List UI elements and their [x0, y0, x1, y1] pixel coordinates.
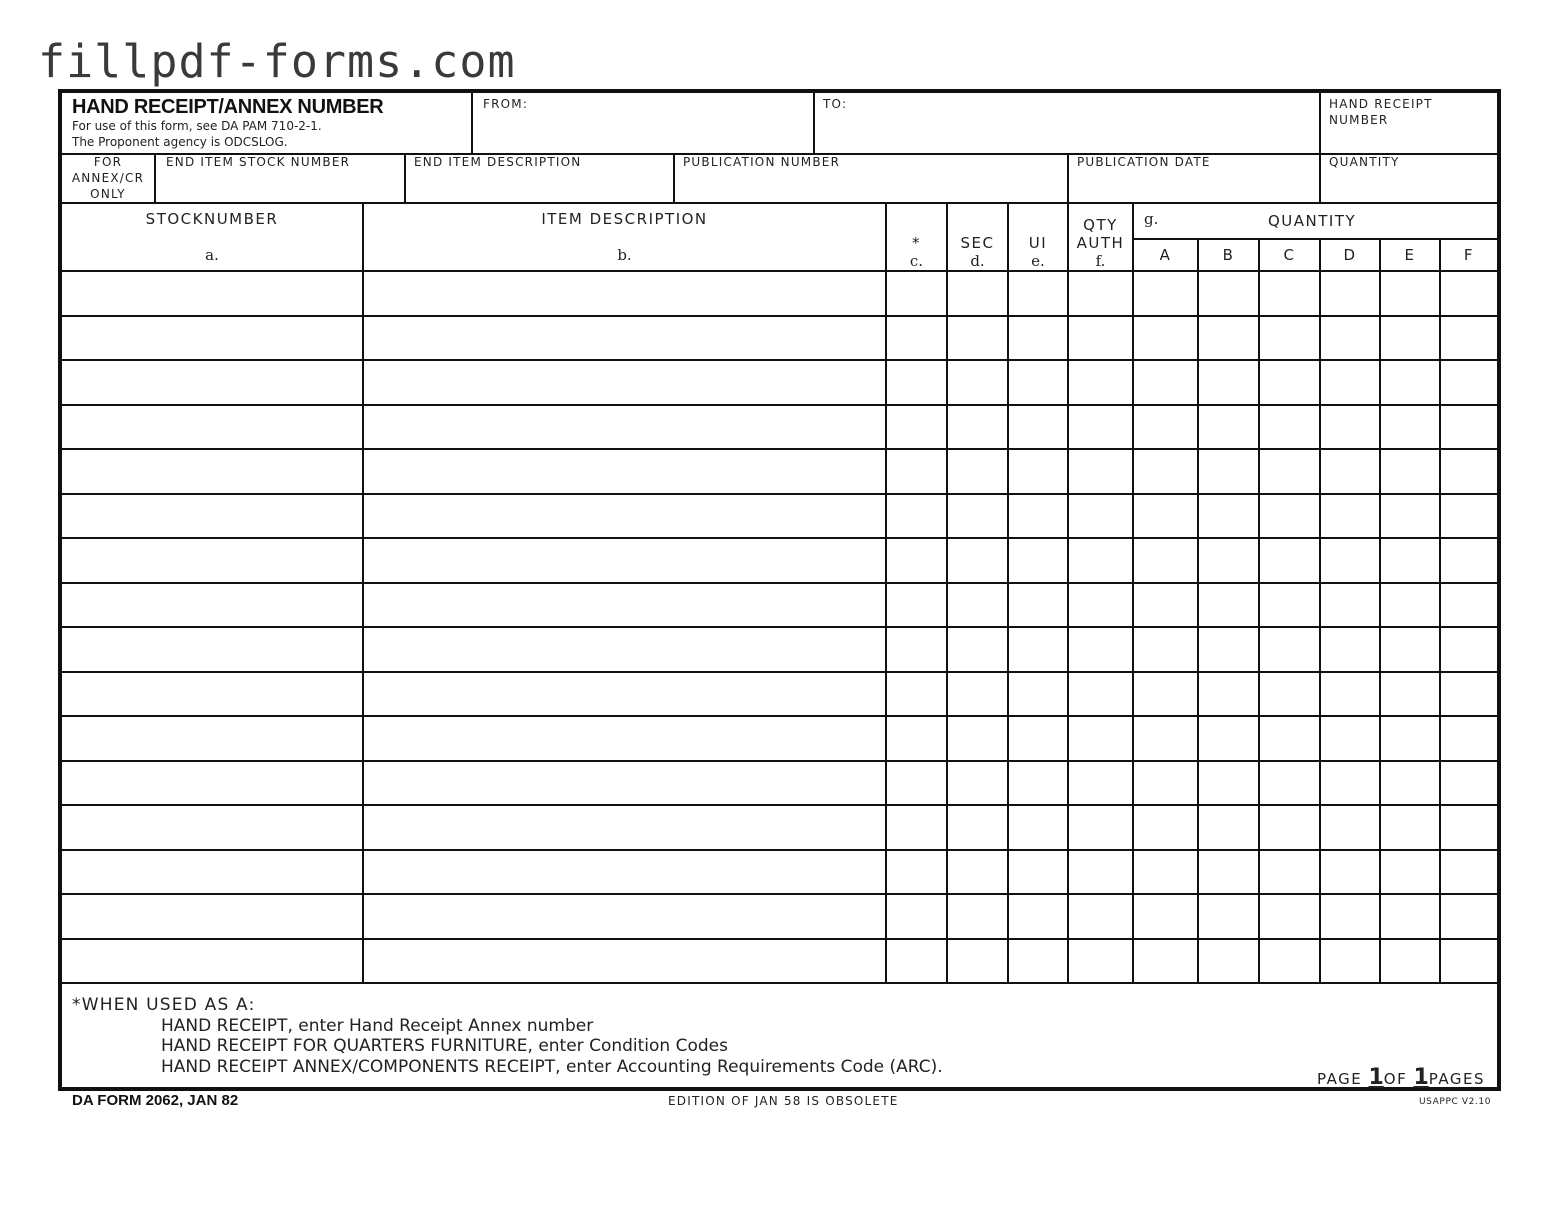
- cell-stock[interactable]: [62, 762, 362, 805]
- cell-c[interactable]: [887, 495, 946, 538]
- cell-qd[interactable]: [1321, 450, 1379, 493]
- cell-c[interactable]: [887, 317, 946, 360]
- publication-date-label: PUBLICATION DATE: [1077, 155, 1211, 169]
- cell-sec[interactable]: [948, 940, 1007, 983]
- cell-qd[interactable]: [1321, 539, 1379, 582]
- cell-qd[interactable]: [1321, 495, 1379, 538]
- col-quantity-label: QUANTITY: [1268, 212, 1357, 230]
- col-qty-label: QTY: [1083, 216, 1118, 234]
- col-ui-label: UI: [1028, 234, 1048, 252]
- end-item-description-field[interactable]: [406, 155, 673, 203]
- cell-qd[interactable]: [1321, 584, 1379, 627]
- page-label: PAGE: [1317, 1070, 1369, 1088]
- cell-c[interactable]: [887, 717, 946, 760]
- cell-qc[interactable]: [1260, 673, 1319, 716]
- col-header-stock-number: [62, 204, 362, 270]
- cell-qb[interactable]: [1199, 762, 1258, 805]
- cell-desc[interactable]: [364, 806, 885, 849]
- cell-qf[interactable]: [1441, 851, 1497, 894]
- cell-stock[interactable]: [62, 361, 362, 404]
- table-row: [62, 584, 1497, 627]
- cell-ui[interactable]: [1009, 272, 1067, 315]
- cell-c[interactable]: [887, 806, 946, 849]
- hand-receipt-number-field[interactable]: [1321, 93, 1497, 153]
- cell-qa[interactable]: [1134, 628, 1197, 671]
- cell-qe[interactable]: [1381, 851, 1439, 894]
- cell-ui[interactable]: [1009, 406, 1067, 449]
- cell-sec[interactable]: [948, 406, 1007, 449]
- cell-qb[interactable]: [1199, 317, 1258, 360]
- cell-qc[interactable]: [1260, 851, 1319, 894]
- cell-qd[interactable]: [1321, 895, 1379, 938]
- cell-qe[interactable]: [1381, 495, 1439, 538]
- form-title: HAND RECEIPT/ANNEX NUMBER: [72, 96, 384, 118]
- cell-qe[interactable]: [1381, 539, 1439, 582]
- col-star-label: *: [912, 234, 921, 252]
- cell-qty[interactable]: [1069, 272, 1132, 315]
- notes-line-1: HAND RECEIPT, enter Hand Receipt Annex number: [161, 1015, 594, 1036]
- cell-ui[interactable]: [1009, 450, 1067, 493]
- cell-qty[interactable]: [1069, 762, 1132, 805]
- cell-stock[interactable]: [62, 806, 362, 849]
- cell-qe[interactable]: [1381, 673, 1439, 716]
- cell-qb[interactable]: [1199, 450, 1258, 493]
- cell-qf[interactable]: [1441, 628, 1497, 671]
- col-g-letter: g.: [1144, 210, 1159, 228]
- version-note: USAPPC V2.10: [1419, 1097, 1492, 1107]
- cell-stock[interactable]: [62, 851, 362, 894]
- cell-qe[interactable]: [1381, 940, 1439, 983]
- cell-desc[interactable]: [364, 406, 885, 449]
- cell-qe[interactable]: [1381, 450, 1439, 493]
- for-annex-block: [62, 155, 154, 203]
- cell-sec[interactable]: [948, 539, 1007, 582]
- cell-qb[interactable]: [1199, 272, 1258, 315]
- form-id: DA FORM 2062, JAN 82: [72, 1092, 239, 1109]
- cell-qty[interactable]: [1069, 673, 1132, 716]
- cell-c[interactable]: [887, 272, 946, 315]
- cell-ui[interactable]: [1009, 584, 1067, 627]
- cell-qf[interactable]: [1441, 940, 1497, 983]
- table-row: [62, 317, 1497, 360]
- cell-qf[interactable]: [1441, 495, 1497, 538]
- cell-sec[interactable]: [948, 851, 1007, 894]
- cell-qc[interactable]: [1260, 406, 1319, 449]
- cell-qd[interactable]: [1321, 628, 1379, 671]
- cell-qa[interactable]: [1134, 895, 1197, 938]
- cell-qe[interactable]: [1381, 762, 1439, 805]
- cell-stock[interactable]: [62, 272, 362, 315]
- cell-qf[interactable]: [1441, 717, 1497, 760]
- cell-qa[interactable]: [1134, 851, 1197, 894]
- to-field[interactable]: [815, 93, 1319, 153]
- cell-qb[interactable]: [1199, 717, 1258, 760]
- cell-ui[interactable]: [1009, 495, 1067, 538]
- table-row: [62, 272, 1497, 315]
- cell-qd[interactable]: [1321, 272, 1379, 315]
- cell-qf[interactable]: [1441, 539, 1497, 582]
- cell-qc[interactable]: [1260, 317, 1319, 360]
- cell-qty[interactable]: [1069, 717, 1132, 760]
- cell-qe[interactable]: [1381, 895, 1439, 938]
- cell-qty[interactable]: [1069, 584, 1132, 627]
- col-item-description-label: ITEM DESCRIPTION: [541, 210, 708, 228]
- cell-qf[interactable]: [1441, 361, 1497, 404]
- usage-line: For use of this form, see DA PAM 710-2-1.: [72, 119, 322, 133]
- col-quantity-sub-6: F: [1463, 246, 1475, 264]
- from-label: FROM:: [483, 97, 529, 111]
- cell-qty[interactable]: [1069, 406, 1132, 449]
- cell-qty[interactable]: [1069, 539, 1132, 582]
- table-row: [62, 539, 1497, 582]
- cell-qb[interactable]: [1199, 940, 1258, 983]
- col-quantity-sub-1: A: [1159, 246, 1172, 264]
- page-number[interactable]: 1: [1368, 1065, 1384, 1090]
- cell-desc[interactable]: [364, 762, 885, 805]
- cell-sec[interactable]: [948, 584, 1007, 627]
- cell-sec[interactable]: [948, 673, 1007, 716]
- cell-stock[interactable]: [62, 539, 362, 582]
- cell-qe[interactable]: [1381, 406, 1439, 449]
- cell-qf[interactable]: [1441, 895, 1497, 938]
- cell-qc[interactable]: [1260, 272, 1319, 315]
- col-ui-letter: e.: [1031, 252, 1045, 270]
- cell-ui[interactable]: [1009, 628, 1067, 671]
- table-row: [62, 361, 1497, 404]
- col-header-quantity-group: [1134, 204, 1497, 238]
- cell-qa[interactable]: [1134, 717, 1197, 760]
- table-row: [62, 406, 1497, 449]
- quantity-field[interactable]: [1321, 155, 1497, 203]
- cell-c[interactable]: [887, 940, 946, 983]
- cell-desc[interactable]: [364, 940, 885, 983]
- cell-ui[interactable]: [1009, 762, 1067, 805]
- col-header-item-description: [364, 204, 885, 270]
- cell-qf[interactable]: [1441, 406, 1497, 449]
- cell-sec[interactable]: [948, 806, 1007, 849]
- page-indicator: [1317, 1065, 1485, 1090]
- col-stock-number-label: STOCKNUMBER: [145, 210, 279, 228]
- cell-qb[interactable]: [1199, 806, 1258, 849]
- cell-qd[interactable]: [1321, 406, 1379, 449]
- cell-desc[interactable]: [364, 495, 885, 538]
- cell-qty[interactable]: [1069, 495, 1132, 538]
- notes-heading: *WHEN USED AS A:: [72, 995, 256, 1015]
- cell-desc[interactable]: [364, 584, 885, 627]
- cell-qe[interactable]: [1381, 717, 1439, 760]
- table-row: [62, 940, 1497, 983]
- cell-c[interactable]: [887, 450, 946, 493]
- cell-sec[interactable]: [948, 361, 1007, 404]
- page-total[interactable]: 1: [1413, 1065, 1429, 1090]
- usage-notes: [72, 995, 943, 1077]
- cell-qty[interactable]: [1069, 895, 1132, 938]
- cell-qc[interactable]: [1260, 450, 1319, 493]
- end-item-stock-number-field[interactable]: [156, 155, 404, 203]
- cell-desc[interactable]: [364, 673, 885, 716]
- cell-ui[interactable]: [1009, 717, 1067, 760]
- cell-qc[interactable]: [1260, 539, 1319, 582]
- cell-qb[interactable]: [1199, 539, 1258, 582]
- cell-qa[interactable]: [1134, 361, 1197, 404]
- cell-desc[interactable]: [364, 450, 885, 493]
- cell-qf[interactable]: [1441, 317, 1497, 360]
- table-row: [62, 717, 1497, 760]
- cell-c[interactable]: [887, 762, 946, 805]
- cell-sec[interactable]: [948, 717, 1007, 760]
- cell-qa[interactable]: [1134, 539, 1197, 582]
- edition-note: EDITION OF JAN 58 IS OBSOLETE: [668, 1094, 899, 1108]
- cell-qe[interactable]: [1381, 806, 1439, 849]
- publication-number-field[interactable]: [675, 155, 1067, 203]
- hand-receipt-form: [58, 89, 1501, 1091]
- proponent-line: The Proponent agency is ODCSLOG.: [72, 135, 288, 149]
- cell-ui[interactable]: [1009, 851, 1067, 894]
- cell-ui[interactable]: [1009, 673, 1067, 716]
- cell-qd[interactable]: [1321, 361, 1379, 404]
- cell-qc[interactable]: [1260, 584, 1319, 627]
- cell-c[interactable]: [887, 895, 946, 938]
- cell-qc[interactable]: [1260, 717, 1319, 760]
- cell-desc[interactable]: [364, 361, 885, 404]
- hand-receipt-number-label-1: HAND RECEIPT: [1329, 97, 1433, 111]
- table-row: [62, 495, 1497, 538]
- cell-c[interactable]: [887, 406, 946, 449]
- cell-qe[interactable]: [1381, 317, 1439, 360]
- cell-stock[interactable]: [62, 628, 362, 671]
- notes-line-2: HAND RECEIPT FOR QUARTERS FURNITURE, enter Condition Codes: [161, 1036, 728, 1056]
- table-row: [62, 673, 1497, 716]
- cell-qc[interactable]: [1260, 762, 1319, 805]
- cell-qd[interactable]: [1321, 851, 1379, 894]
- cell-ui[interactable]: [1009, 806, 1067, 849]
- title-block: [62, 93, 472, 153]
- cell-qa[interactable]: [1134, 272, 1197, 315]
- cell-qc[interactable]: [1260, 628, 1319, 671]
- cell-sec[interactable]: [948, 762, 1007, 805]
- cell-c[interactable]: [887, 673, 946, 716]
- col-sec-letter: d.: [970, 252, 985, 270]
- cell-qa[interactable]: [1134, 806, 1197, 849]
- cell-qd[interactable]: [1321, 940, 1379, 983]
- cell-ui[interactable]: [1009, 361, 1067, 404]
- cell-ui[interactable]: [1009, 895, 1067, 938]
- cell-qf[interactable]: [1441, 272, 1497, 315]
- cell-qc[interactable]: [1260, 495, 1319, 538]
- end-item-description-label: END ITEM DESCRIPTION: [414, 155, 582, 169]
- col-stock-letter: a.: [205, 246, 219, 264]
- col-auth-label: AUTH: [1076, 234, 1125, 252]
- cell-sec[interactable]: [948, 450, 1007, 493]
- table-row: [62, 762, 1497, 805]
- cell-qf[interactable]: [1441, 450, 1497, 493]
- col-header-sec: [948, 204, 1007, 270]
- cell-desc[interactable]: [364, 628, 885, 671]
- cell-qa[interactable]: [1134, 406, 1197, 449]
- for-annex-line-2: ANNEX/CR: [71, 171, 145, 185]
- table-row: [62, 851, 1497, 894]
- cell-stock[interactable]: [62, 450, 362, 493]
- cell-qa[interactable]: [1134, 673, 1197, 716]
- cell-qd[interactable]: [1321, 673, 1379, 716]
- col-auth-letter: f.: [1095, 252, 1106, 270]
- cell-desc[interactable]: [364, 717, 885, 760]
- col-quantity-sub-2: B: [1222, 246, 1235, 264]
- cell-qd[interactable]: [1321, 717, 1379, 760]
- to-label: TO:: [823, 97, 848, 111]
- col-header-star: [887, 204, 946, 270]
- cell-qc[interactable]: [1260, 361, 1319, 404]
- col-star-letter: c.: [909, 252, 924, 270]
- cell-qty[interactable]: [1069, 317, 1132, 360]
- cell-sec[interactable]: [948, 495, 1007, 538]
- cell-stock[interactable]: [62, 673, 362, 716]
- publication-date-field[interactable]: [1069, 155, 1319, 203]
- col-quantity-sub-3: C: [1283, 246, 1296, 264]
- cell-qf[interactable]: [1441, 584, 1497, 627]
- cell-qty[interactable]: [1069, 806, 1132, 849]
- pages-label: PAGES: [1428, 1070, 1485, 1088]
- cell-qty[interactable]: [1069, 450, 1132, 493]
- cell-qa[interactable]: [1134, 762, 1197, 805]
- cell-stock[interactable]: [62, 895, 362, 938]
- col-header-qty-auth: [1069, 204, 1132, 270]
- cell-qa[interactable]: [1134, 450, 1197, 493]
- cell-qf[interactable]: [1441, 673, 1497, 716]
- cell-stock[interactable]: [62, 584, 362, 627]
- from-field[interactable]: [473, 93, 813, 153]
- col-sec-label: SEC: [960, 234, 995, 252]
- cell-qb[interactable]: [1199, 406, 1258, 449]
- for-annex-line-3: ONLY: [90, 187, 126, 201]
- cell-sec[interactable]: [948, 628, 1007, 671]
- col-header-ui: [1009, 204, 1067, 270]
- cell-qb[interactable]: [1199, 584, 1258, 627]
- cell-ui[interactable]: [1009, 317, 1067, 360]
- cell-qty[interactable]: [1069, 361, 1132, 404]
- cell-qe[interactable]: [1381, 584, 1439, 627]
- cell-sec[interactable]: [948, 317, 1007, 360]
- table-row: [62, 806, 1497, 849]
- cell-sec[interactable]: [948, 272, 1007, 315]
- cell-stock[interactable]: [62, 495, 362, 538]
- watermark: fillpdf-forms.com: [38, 35, 516, 88]
- cell-stock[interactable]: [62, 406, 362, 449]
- cell-qb[interactable]: [1199, 495, 1258, 538]
- cell-stock[interactable]: [62, 717, 362, 760]
- col-quantity-sub-5: E: [1404, 246, 1416, 264]
- cell-qe[interactable]: [1381, 272, 1439, 315]
- cell-qa[interactable]: [1134, 495, 1197, 538]
- cell-qd[interactable]: [1321, 317, 1379, 360]
- cell-ui[interactable]: [1009, 940, 1067, 983]
- cell-qb[interactable]: [1199, 361, 1258, 404]
- for-annex-line-1: FOR: [93, 155, 123, 169]
- cell-ui[interactable]: [1009, 539, 1067, 582]
- cell-c[interactable]: [887, 584, 946, 627]
- table-row: [62, 450, 1497, 493]
- cell-qty[interactable]: [1069, 628, 1132, 671]
- table-row: [62, 895, 1497, 938]
- col-quantity-sub-4: D: [1343, 246, 1357, 264]
- cell-desc[interactable]: [364, 272, 885, 315]
- end-item-stock-number-label: END ITEM STOCK NUMBER: [166, 155, 351, 169]
- hand-receipt-number-label-2: NUMBER: [1329, 113, 1389, 127]
- cell-qa[interactable]: [1134, 940, 1197, 983]
- cell-qty[interactable]: [1069, 851, 1132, 894]
- cell-c[interactable]: [887, 539, 946, 582]
- of-label: OF: [1383, 1070, 1414, 1088]
- cell-qc[interactable]: [1260, 940, 1319, 983]
- cell-qd[interactable]: [1321, 806, 1379, 849]
- quantity-label: QUANTITY: [1329, 155, 1400, 169]
- cell-stock[interactable]: [62, 940, 362, 983]
- cell-qe[interactable]: [1381, 361, 1439, 404]
- cell-stock[interactable]: [62, 317, 362, 360]
- cell-qf[interactable]: [1441, 806, 1497, 849]
- table-row: [62, 628, 1497, 671]
- cell-desc[interactable]: [364, 895, 885, 938]
- cell-desc[interactable]: [364, 317, 885, 360]
- cell-qa[interactable]: [1134, 584, 1197, 627]
- cell-qd[interactable]: [1321, 762, 1379, 805]
- cell-qc[interactable]: [1260, 806, 1319, 849]
- cell-qf[interactable]: [1441, 762, 1497, 805]
- cell-c[interactable]: [887, 851, 946, 894]
- cell-qb[interactable]: [1199, 851, 1258, 894]
- cell-qe[interactable]: [1381, 628, 1439, 671]
- cell-qb[interactable]: [1199, 628, 1258, 671]
- notes-line-3: HAND RECEIPT ANNEX/COMPONENTS RECEIPT, enter Accounting Requirements Code (ARC).: [161, 1056, 943, 1077]
- col-item-letter: b.: [617, 246, 632, 264]
- cell-qb[interactable]: [1199, 673, 1258, 716]
- cell-c[interactable]: [887, 361, 946, 404]
- cell-qa[interactable]: [1134, 317, 1197, 360]
- cell-desc[interactable]: [364, 539, 885, 582]
- cell-qb[interactable]: [1199, 895, 1258, 938]
- cell-desc[interactable]: [364, 851, 885, 894]
- cell-qc[interactable]: [1260, 895, 1319, 938]
- cell-c[interactable]: [887, 628, 946, 671]
- cell-sec[interactable]: [948, 895, 1007, 938]
- cell-qty[interactable]: [1069, 940, 1132, 983]
- publication-number-label: PUBLICATION NUMBER: [683, 155, 841, 169]
